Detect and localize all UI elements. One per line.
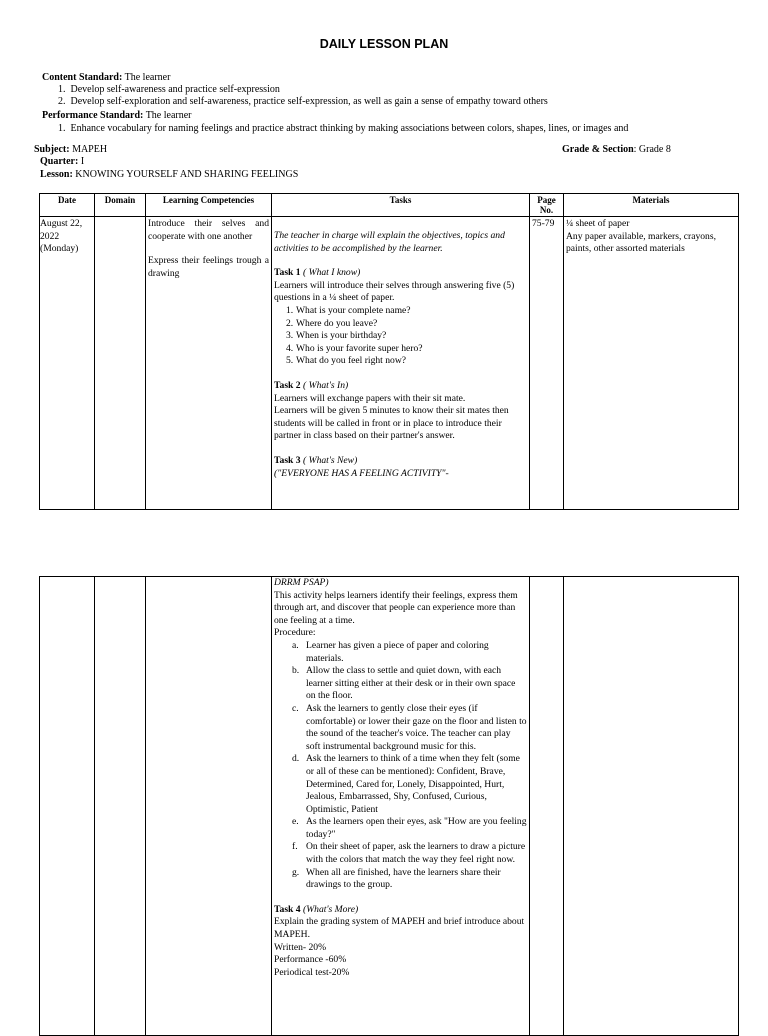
list-text: Develop self-exploration and self-awareness, practice self-expression, as well as gain a sense of empathy toward others xyxy=(70,96,548,107)
list-text: When is your birthday? xyxy=(296,330,387,342)
task2-text: Learners will be given 5 minutes to know their sit mates then students will be called in front or in place to introduce their partner in class based on their partner's answer. xyxy=(274,405,509,442)
page-cell xyxy=(530,577,564,1036)
task1-text: Learners will introduce their selves through answering five (5) questions in a ¼ sheet of paper. xyxy=(274,279,515,304)
performance-standard-label: Performance Standard: xyxy=(42,110,144,121)
task1-heading xyxy=(274,267,527,280)
task4-text: Explain the grading system of MAPEH and brief introduce about MAPEH. xyxy=(274,916,525,941)
content-standard-list xyxy=(58,84,758,108)
grade-section xyxy=(562,144,671,156)
tasks-cell xyxy=(272,577,530,1036)
list-item xyxy=(292,816,527,841)
competencies-cell xyxy=(146,217,272,510)
subject-label: Subject: xyxy=(34,144,70,155)
list-number: 1. xyxy=(58,123,66,134)
page-title: DAILY LESSON PLAN xyxy=(319,37,449,51)
performance-standard-text: The learner xyxy=(145,110,192,121)
tasks-cell xyxy=(272,217,530,510)
list-letter: e. xyxy=(292,816,299,828)
list-number: 2. xyxy=(286,317,294,329)
material-item: ¼ sheet of paper xyxy=(566,218,630,229)
task2-heading xyxy=(274,380,527,393)
header-page: Page No. xyxy=(530,194,564,217)
list-item xyxy=(286,355,527,368)
task3-procedure: Procedure: xyxy=(274,627,316,639)
list-text: Enhance vocabulary for naming feelings and practice abstract thinking by making associations between colors, shapes, lines, or images and xyxy=(70,123,629,134)
performance-standard xyxy=(42,110,192,122)
list-item xyxy=(292,702,527,753)
quarter-value: I xyxy=(80,156,85,167)
list-number: 1. xyxy=(286,304,294,316)
lesson xyxy=(40,169,298,181)
content-standard xyxy=(42,72,170,84)
list-letter: f. xyxy=(292,841,298,853)
competency-item: Express their feelings trough a drawing xyxy=(148,255,269,279)
list-text: Allow the class to settle and quiet down, with each learner sitting either at their desk or in their own space on the floor. xyxy=(306,665,516,702)
lesson-label: Lesson: xyxy=(40,169,73,180)
lesson-value: KNOWING YOURSELF AND SHARING FEELINGS xyxy=(75,169,299,180)
list-letter: a. xyxy=(292,639,299,651)
list-text: As the learners open their eyes, ask "How are you feeling today?" xyxy=(306,816,527,840)
list-text: On their sheet of paper, ask the learners to draw a picture with the colors that match the way they feel right now. xyxy=(306,841,526,866)
task-label: Task 4 xyxy=(274,903,301,915)
date-value: August 22, 2022 (Monday) xyxy=(40,218,83,255)
lesson-table-continued xyxy=(39,576,739,1036)
header-materials: Materials xyxy=(564,194,739,217)
competency-item: Introduce their selves and cooperate with one another xyxy=(148,218,269,242)
subject-value: MAPEH xyxy=(72,144,108,155)
task-label: Task 2 xyxy=(274,379,301,391)
content-standard-text: The learner xyxy=(124,72,171,83)
task-subtitle: ( What's In) xyxy=(303,379,349,391)
date-cell xyxy=(40,577,95,1036)
list-number: 3. xyxy=(286,330,294,342)
grade-item: Periodical test-20% xyxy=(274,966,350,978)
quarter xyxy=(40,156,84,168)
materials-cell xyxy=(564,217,739,510)
task-subtitle: (What's More) xyxy=(303,903,359,915)
task3-activity-cont: DRRM PSAP) xyxy=(274,577,329,588)
grade-value: : Grade 8 xyxy=(633,144,671,155)
list-text: What do you feel right now? xyxy=(296,355,407,367)
list-item xyxy=(292,753,527,816)
header-competencies: Learning Competencies xyxy=(146,194,272,217)
task1-questions xyxy=(274,305,527,368)
list-item xyxy=(286,342,527,356)
grade-item: Performance -60% xyxy=(274,954,347,966)
lesson-table xyxy=(39,193,739,510)
list-text: Ask the learners to think of a time when they felt (some or all of these can be mentioned): Confident, Brave, Determined, Cared for, Lonely, Disappointed, Hurt, Jealous, Embarrassed, Shy, Confused, Curious, Optimistic, Patient xyxy=(306,753,520,815)
list-text: Ask the learners to gently close their eyes (if comfortable) or lower their gaze on the floor and listen to the sound of the teacher's voice. The teacher can play soft instrumental background music for this. xyxy=(306,702,527,752)
task3-activity: ("EVERYONE HAS A FEELING ACTIVITY"- xyxy=(274,467,449,479)
quarter-label: Quarter: xyxy=(40,156,79,167)
list-text: Where do you leave? xyxy=(296,317,378,329)
list-item xyxy=(58,96,758,108)
task2-text: Learners will exchange papers with their sit mate. xyxy=(274,392,466,404)
list-item xyxy=(286,317,527,331)
list-item xyxy=(286,330,527,343)
list-number: 4. xyxy=(286,342,294,354)
task4-heading xyxy=(274,904,527,917)
page-cell xyxy=(530,217,564,510)
list-text: When all are finished, have the learners share their drawings to the group. xyxy=(306,866,501,891)
page-value: 75-79 xyxy=(532,218,555,229)
domain-cell xyxy=(95,577,146,1036)
list-text: What is your complete name? xyxy=(296,304,411,316)
subject xyxy=(34,144,107,156)
task-label: Task 3 xyxy=(274,454,301,466)
materials-cell xyxy=(564,577,739,1036)
task-subtitle: ( What I know) xyxy=(303,267,361,279)
list-text: Who is your favorite super hero? xyxy=(296,342,423,354)
header-date: Date xyxy=(40,194,95,217)
task3-heading xyxy=(274,455,527,468)
date-cell xyxy=(40,217,95,510)
list-text: Develop self-awareness and practice self-expression xyxy=(70,84,280,95)
performance-standard-list xyxy=(58,123,758,135)
list-item xyxy=(292,866,527,892)
task3-steps xyxy=(274,640,527,892)
list-text: Learner has given a piece of paper and coloring materials. xyxy=(306,639,489,664)
content-standard-label: Content Standard: xyxy=(42,72,123,83)
list-number: 1. xyxy=(58,84,66,95)
list-number: 2. xyxy=(58,96,66,107)
list-item xyxy=(58,84,758,96)
list-item xyxy=(292,665,527,703)
task-label: Task 1 xyxy=(274,267,301,279)
task3-desc: This activity helps learners identify their feelings, express them through art, and discover that people can experience more than one feeling at a time. xyxy=(274,589,518,626)
task-subtitle: ( What's New) xyxy=(303,454,358,466)
list-letter: g. xyxy=(292,866,300,878)
list-item xyxy=(292,841,527,866)
list-item xyxy=(58,123,758,135)
list-number: 5. xyxy=(286,355,294,367)
tasks-intro: The teacher in charge will explain the objectives, topics and activities to be accomplished by the learner. xyxy=(274,230,505,254)
competencies-cell xyxy=(146,577,272,1036)
list-letter: c. xyxy=(292,702,299,714)
grade-label: Grade & Section xyxy=(562,144,634,155)
list-letter: d. xyxy=(292,753,300,765)
list-item xyxy=(292,639,527,665)
header-domain: Domain xyxy=(95,194,146,217)
header-tasks: Tasks xyxy=(272,194,530,217)
list-letter: b. xyxy=(292,665,300,677)
domain-cell xyxy=(95,217,146,510)
material-item: Any paper available, markers, crayons, paints, other assorted materials xyxy=(566,230,716,255)
list-item xyxy=(286,304,527,318)
grade-item: Written- 20% xyxy=(274,941,327,953)
